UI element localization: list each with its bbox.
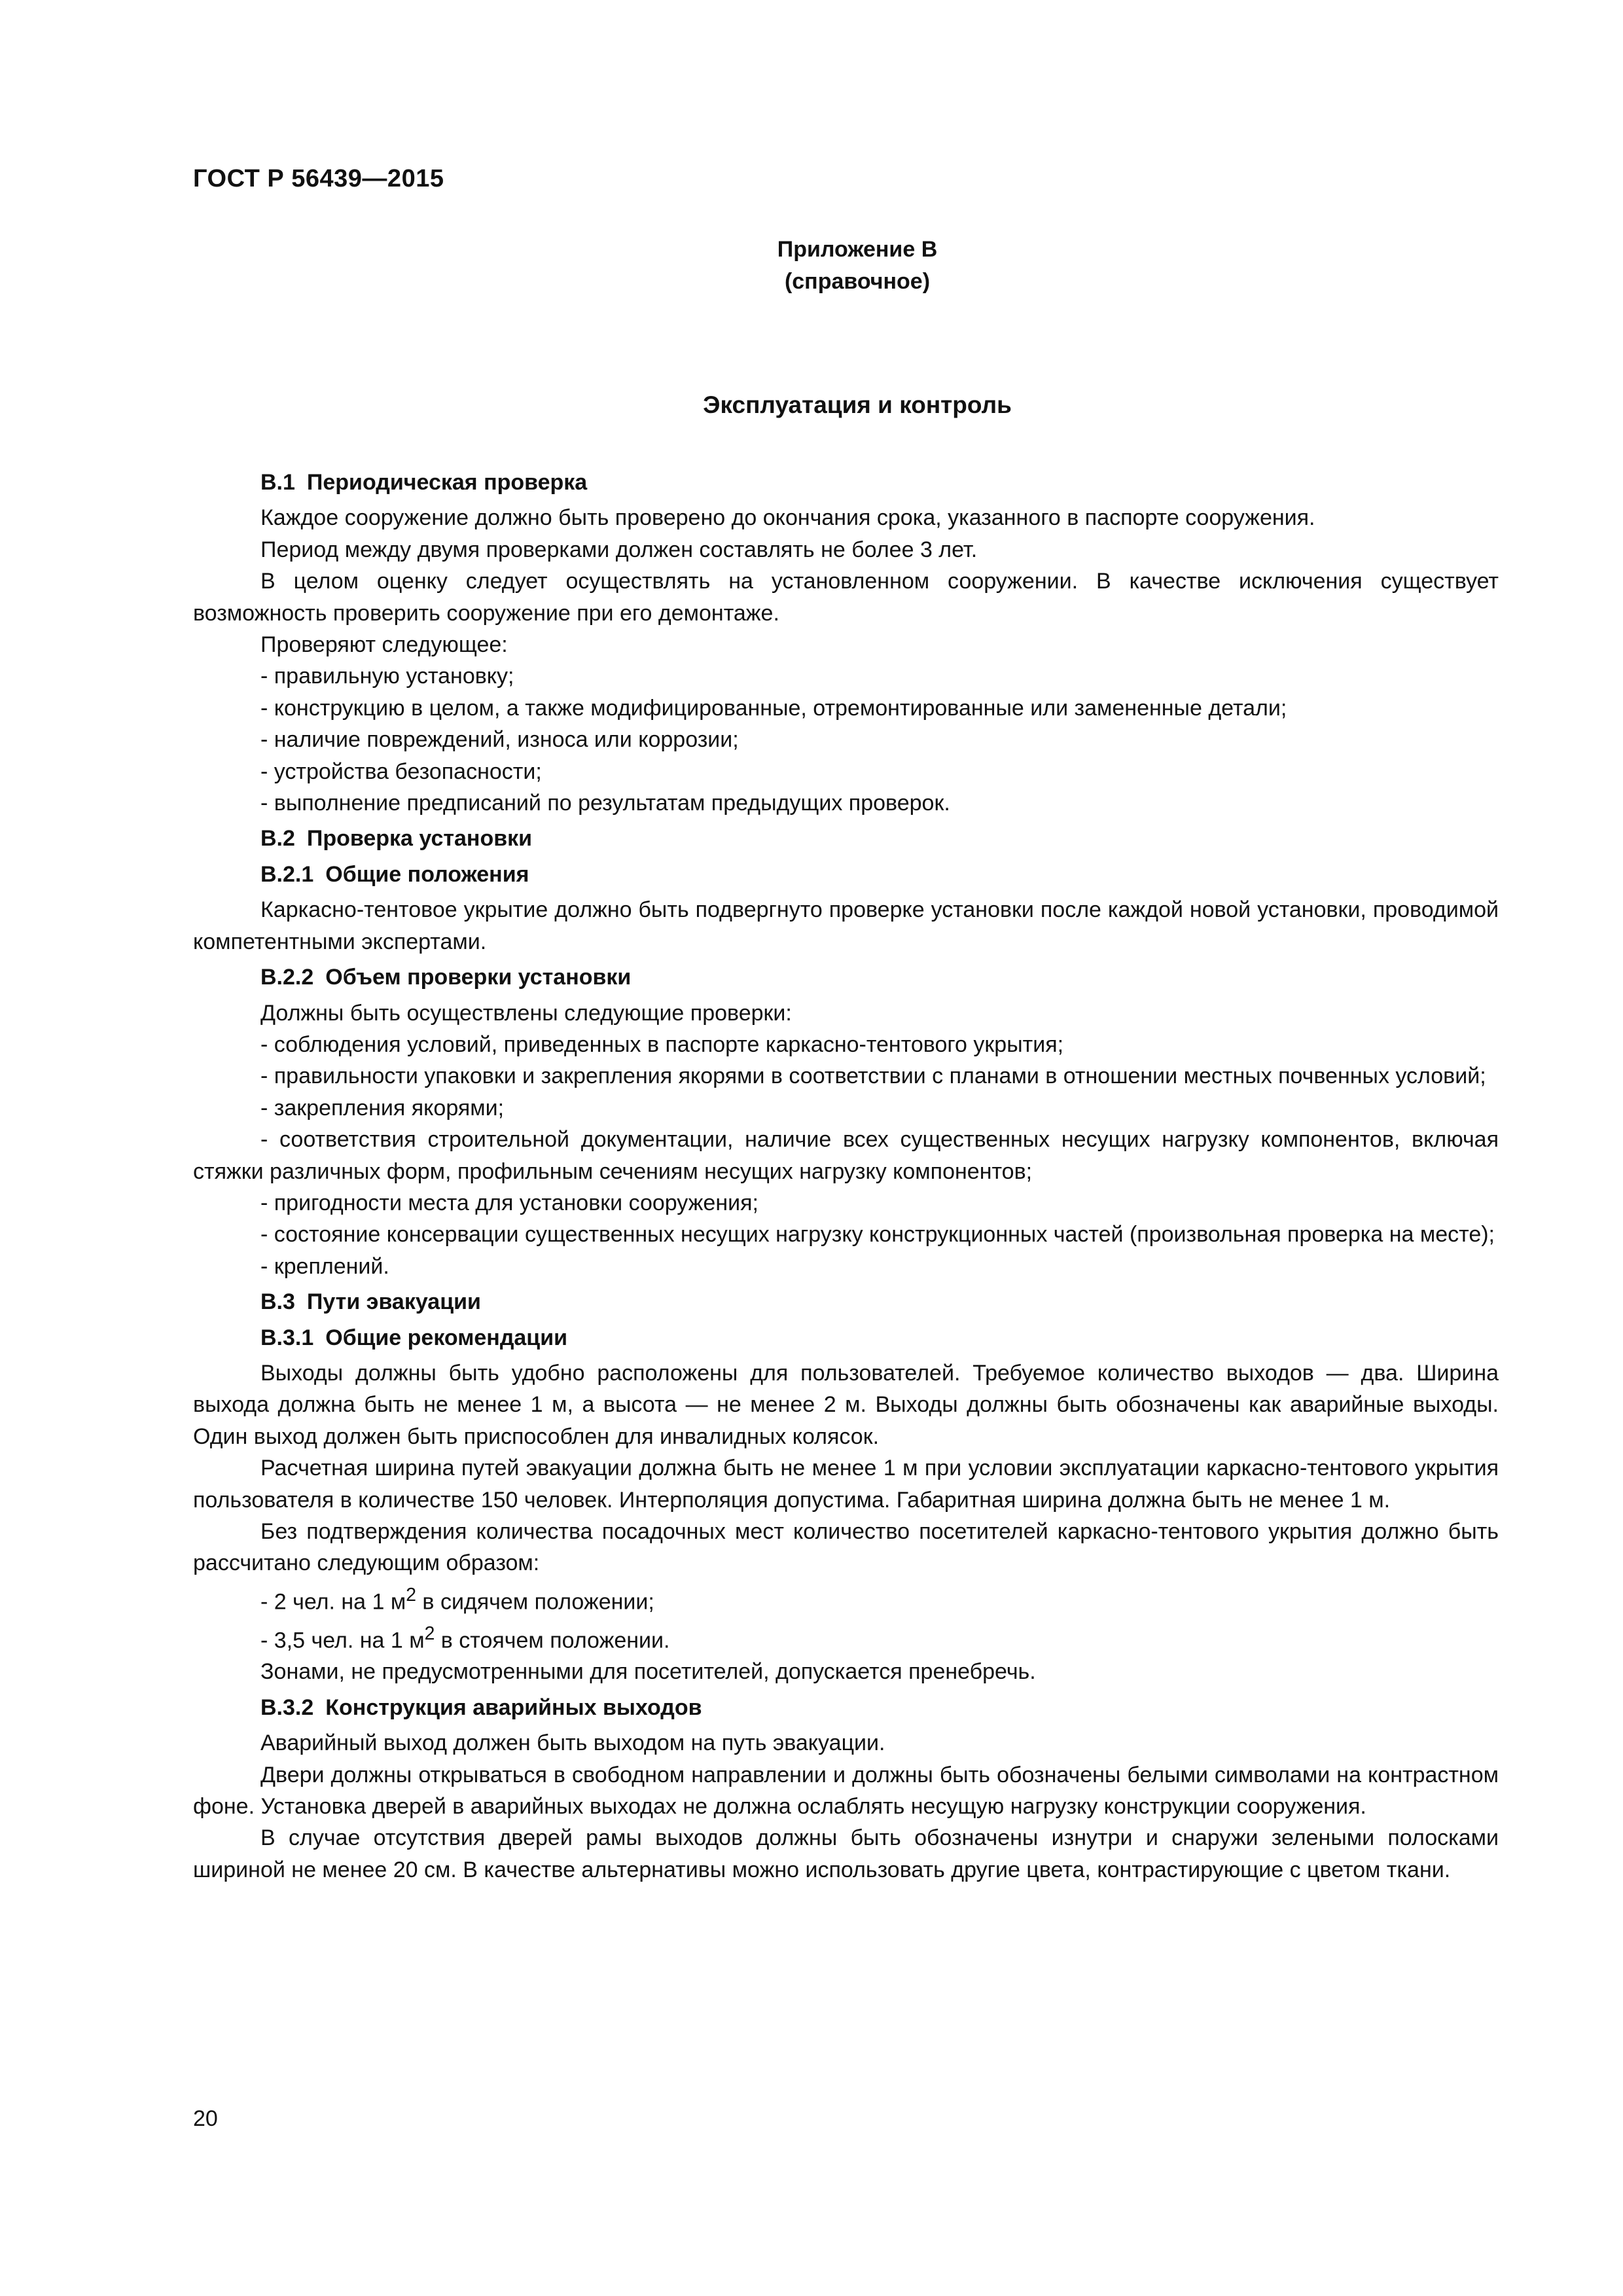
paragraph: Должны быть осуществлены следующие проверки: bbox=[260, 1000, 792, 1026]
paragraph: Проверяют следующее: bbox=[260, 632, 508, 658]
section-heading-b22: В.2.2 Объем проверки установки bbox=[260, 965, 632, 990]
list-item: - соответствия строительной документации, наличие всех существенных несущих нагрузку компонентов, включая стяжки различных форм, профильным сечениям несущих нагрузку компонентов; bbox=[193, 1127, 1499, 1184]
paragraph: Период между двумя проверками должен составлять не более 3 лет. bbox=[260, 537, 978, 562]
list-item: - соблюдения условий, приведенных в паспорте каркасно-тентового укрытия; bbox=[260, 1031, 1064, 1057]
list-item: - 3,5 чел. на 1 $м^2$ в стоячем положении. bbox=[260, 1623, 670, 1653]
page-title: Эксплуатация и контроль bbox=[703, 391, 1012, 418]
paragraph: Аварийный выход должен быть выходом на путь эвакуации. bbox=[260, 1731, 885, 1756]
page-number: 20 bbox=[193, 2106, 218, 2131]
list-item: - выполнение предписаний по результатам предыдущих проверок. bbox=[260, 791, 950, 816]
paragraph: В целом оценку следует осуществлять на установленном сооружении. В качестве исключения существует возможность проверить сооружение при его демонтаже. bbox=[193, 569, 1499, 626]
section-heading-b1: В.1 Периодическая проверка bbox=[260, 470, 588, 495]
paragraph: Без подтверждения количества посадочных мест количество посетителей каркасно-тентового укрытия должно быть рассчитано следующим образом: bbox=[193, 1519, 1499, 1576]
list-item: - конструкцию в целом, а также модифицированные, отремонтированные или замененные детали; bbox=[260, 695, 1287, 721]
list-item: - состояние консервации существенных несущих нагрузку конструкционных частей (произвольная проверка на месте); bbox=[260, 1222, 1495, 1247]
document-header: ГОСТ Р 56439—2015 bbox=[193, 165, 444, 192]
section-heading-b32: В.3.2 Конструкция аварийных выходов bbox=[260, 1695, 702, 1720]
appendix-label: Приложение В bbox=[777, 237, 938, 262]
paragraph: Зонами, не предусмотренными для посетителей, допускается пренебречь. bbox=[260, 1659, 1036, 1685]
section-heading-b21: В.2.1 Общие положения bbox=[260, 861, 529, 887]
appendix-status: (справочное) bbox=[784, 269, 931, 294]
list-item: - правильности упаковки и закрепления якорями в соответствии с планами в отношении местных почвенных условий; bbox=[260, 1064, 1486, 1089]
list-item: - закрепления якорями; bbox=[260, 1095, 505, 1121]
paragraph: Выходы должны быть удобно расположены для пользователей. Требуемое количество выходов — два. Ширина выхода должна быть не менее 1 м, а высота — не менее 2 м. Выходы должны быть обозначены как аварийные выходы. Один выход должен быть приспособлен для инвалидных колясок. bbox=[193, 1360, 1499, 1449]
section-heading-b31: В.3.1 Общие рекомендации bbox=[260, 1325, 568, 1350]
section-heading-b3: В.3 Пути эвакуации bbox=[260, 1289, 481, 1315]
list-item: - креплений. bbox=[260, 1253, 389, 1279]
list-item: - 2 чел. на 1 $м^2$ в сидячем положении; bbox=[260, 1584, 654, 1615]
paragraph: Расчетная ширина путей эвакуации должна быть не менее 1 м при условии эксплуатации каркасно-тентового укрытия пользователя в количестве 150 человек. Интерполяция допустима. Габаритная ширина должна быть не менее 1 м. bbox=[193, 1456, 1499, 1513]
section-heading-b2: В.2 Проверка установки bbox=[260, 826, 533, 852]
list-item: - пригодности места для установки сооружения; bbox=[260, 1190, 758, 1215]
list-item: - правильную установку; bbox=[260, 664, 514, 689]
paragraph: Двери должны открываться в свободном направлении и должны быть обозначены белыми символами на контрастном фоне. Установка дверей в аварийных выходах не должна ослаблять несущую нагрузку конструкции сооружения. bbox=[193, 1762, 1499, 1819]
paragraph: Каждое сооружение должно быть проверено до окончания срока, указанного в паспорте сооружения. bbox=[260, 505, 1315, 531]
paragraph: Каркасно-тентовое укрытие должно быть подвергнуто проверке установки после каждой новой установки, проводимой компетентными экспертами. bbox=[193, 897, 1499, 954]
list-item: - наличие повреждений, износа или коррозии; bbox=[260, 727, 739, 753]
appendix-heading bbox=[654, 234, 1060, 298]
list-item: - устройства безопасности; bbox=[260, 759, 542, 784]
paragraph: В случае отсутствия дверей рамы выходов должны быть обозначены изнутри и снаружи зелеными полосками шириной не менее 20 см. В качестве альтернативы можно использовать другие цвета, контрастирующие с цветом ткани. bbox=[193, 1825, 1499, 1882]
document-body bbox=[193, 463, 1499, 1886]
